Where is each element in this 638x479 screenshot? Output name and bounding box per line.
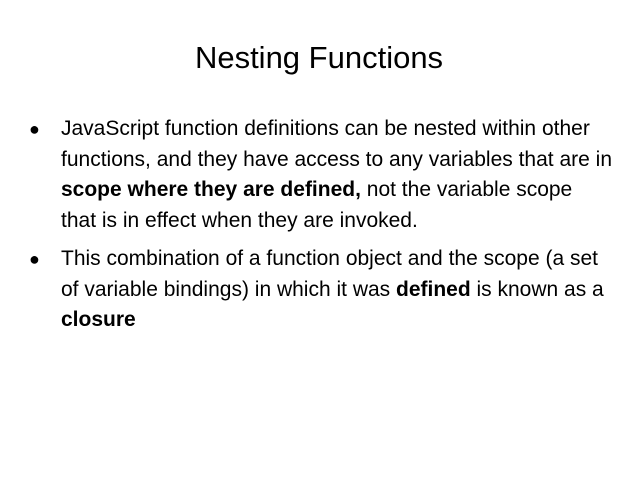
bullet-text-run: This combination of a function object and the scope (a set of variable bindings) in which it was (61, 247, 598, 301)
bullet-dot-icon: ● (29, 119, 40, 139)
slide-title: Nesting Functions (194, 40, 444, 75)
bullet-item (27, 244, 612, 336)
bullet-dot-icon: ● (29, 249, 40, 269)
bullet-text (61, 117, 612, 232)
bullet-text-run: JavaScript function definitions can be nested within other functions, and they have access to any variables that are in (61, 117, 612, 171)
bullet-text-run: is known as a (470, 277, 604, 301)
bullet-text-bold-run: scope where they are defined, (61, 178, 361, 201)
bullet-text-run: not the variable scope that is in effect when they are invoked. (61, 178, 573, 232)
bullet-item (27, 114, 612, 236)
bullet-text (61, 247, 604, 331)
bullet-text-bold-run: closure (61, 308, 136, 331)
bullet-list (27, 114, 612, 344)
bullet-text-bold-run: defined (396, 277, 471, 301)
